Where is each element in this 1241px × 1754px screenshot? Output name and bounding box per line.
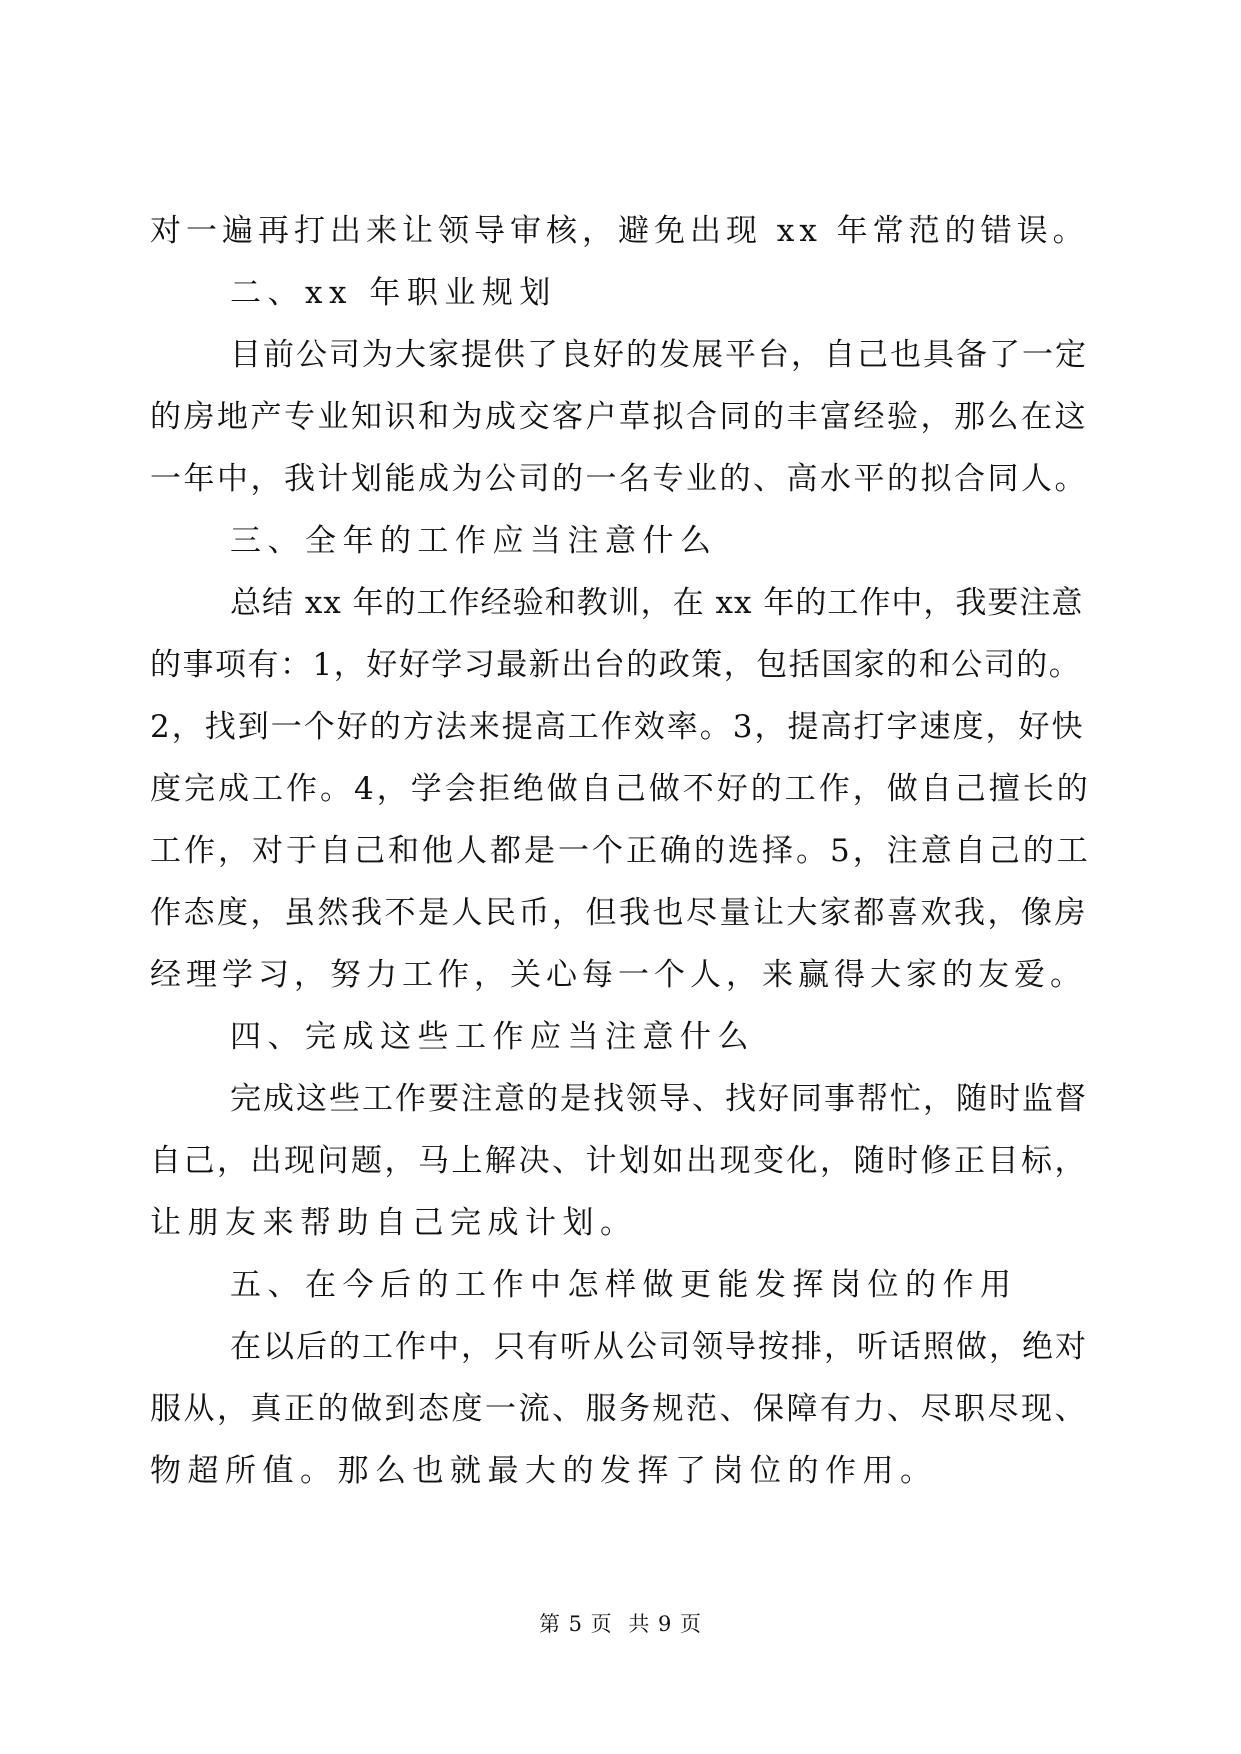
text-line: 在以后的工作中，只有听从公司领导按排，听话照做，绝对 [230,1329,1088,1365]
text-line: 让朋友来帮助自己完成计划。 [150,1205,638,1241]
page-total: 共 9 页 [628,1612,703,1636]
text-line: 作态度，虽然我不是人民币，但我也尽量让大家都喜欢我，像房 [150,895,1088,931]
text-line: 总结 xx 年的工作经验和教训，在 xx 年的工作中，我要注意 [230,585,1084,621]
text-line: 完成这些工作要注意的是找领导、找好同事帮忙，随时监督 [230,1081,1088,1117]
text-line: 经理学习，努力工作，关心每一个人，来赢得大家的友爱。 [150,957,1086,993]
text-line: 工作，对于自己和他人都是一个正确的选择。5，注意自己的工 [150,833,1091,869]
page-number: 第 5 页 [538,1612,613,1636]
text-line: 自己，出现问题，马上解决、计划如出现变化，随时修正目标， [150,1143,1088,1179]
text-line: 的房地产专业知识和为成交客户草拟合同的丰富经验，那么在这 [150,399,1088,435]
text-line: 服从，真正的做到态度一流、服务规范、保障有力、尽职尽现、 [150,1391,1088,1427]
section-heading: 五、在今后的工作中怎样做更能发挥岗位的作用 [230,1267,1018,1303]
text-line: 度完成工作。4，学会拒绝做自己做不好的工作，做自己擅长的 [150,771,1091,807]
text-line: 2，找到一个好的方法来提高工作效率。3，提高打字速度，好快 [150,709,1085,745]
text-line: 目前公司为大家提供了良好的发展平台，自己也具备了一定 [230,337,1088,373]
text-line: 的事项有：1，好好学习最新出台的政策，包括国家的和公司的。 [150,647,1082,683]
page-footer [0,1608,1241,1638]
text-line: 对一遍再打出来让领导审核，避免出现 xx 年常范的错误。 [150,213,1089,249]
text-line: 一年中，我计划能成为公司的一名专业的、高水平的拟合同人。 [150,461,1088,497]
section-heading: 三、全年的工作应当注意什么 [230,523,718,559]
section-heading: 二、xx 年职业规划 [230,275,557,311]
text-line: 物超所值。那么也就最大的发挥了岗位的作用。 [150,1453,938,1489]
section-heading: 四、完成这些工作应当注意什么 [230,1019,755,1055]
document-body [150,200,1095,1502]
